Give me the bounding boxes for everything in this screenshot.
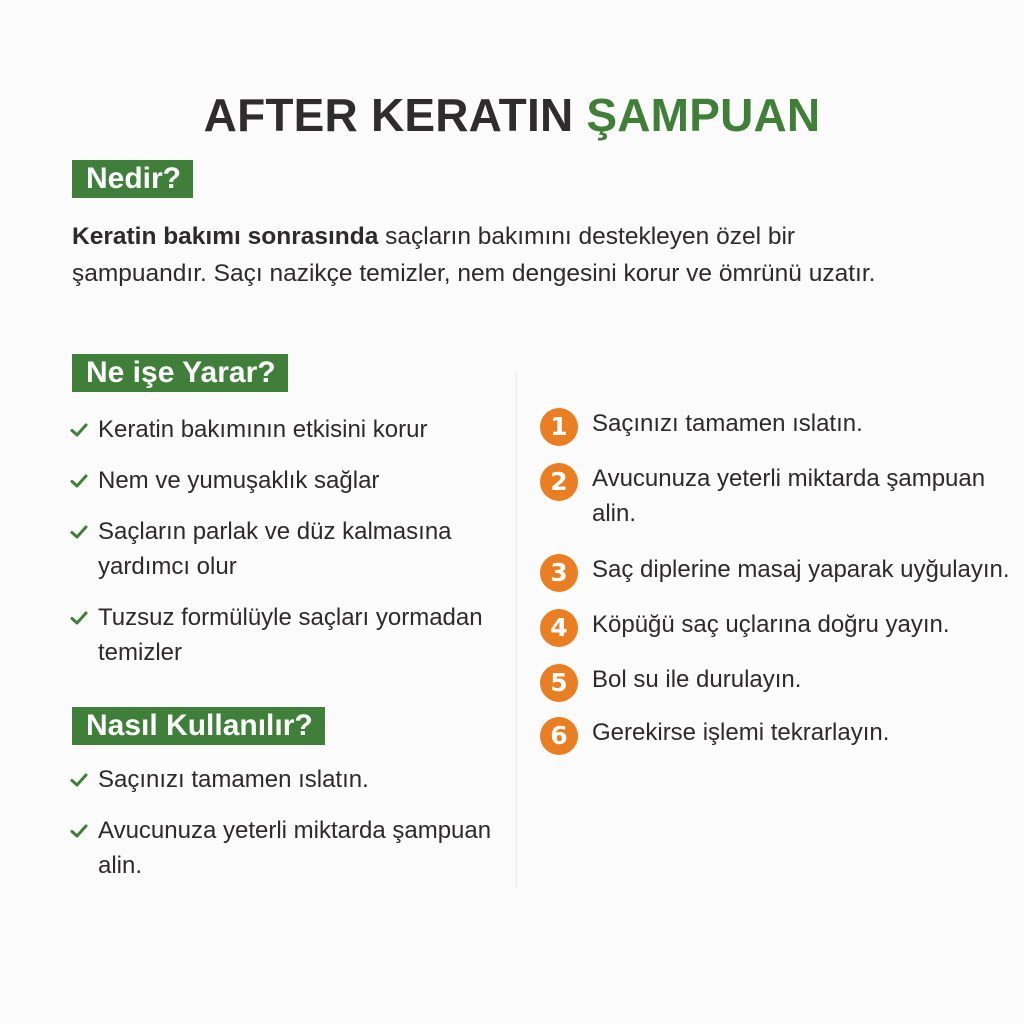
intro-paragraph xyxy=(72,218,932,292)
step-text: Saç diplerine masaj yaparak uyğulayın. xyxy=(592,556,1010,583)
list-item-text: Saçınızı tamamen ıslatın. xyxy=(98,766,369,793)
number-badge-2: 2 xyxy=(540,463,578,501)
column-divider xyxy=(516,372,517,888)
step-text: Avucunuza yeterli miktarda şampuan alin. xyxy=(592,465,986,527)
list-item-text: Avucunuza yeterli miktarda şampuan alin. xyxy=(98,817,492,879)
step-text: Köpüğü saç uçlarına doğru yayın. xyxy=(592,611,950,638)
list-item-text: Nem ve yumuşaklık sağlar xyxy=(98,467,380,494)
list-item xyxy=(68,463,508,498)
list-item xyxy=(68,514,508,584)
intro-bold-text: Keratin bakımı sonrasında xyxy=(72,223,379,250)
step-item xyxy=(540,662,1010,697)
intro-text: saçların bakımını destekleyen özel bir şampuandır. Saçı nazikçe temizler, nem dengesini korur ve ömrünü uzatır. xyxy=(72,223,876,287)
step-text: Saçınızı tamamen ıslatın. xyxy=(592,410,863,437)
check-icon xyxy=(70,609,88,627)
number-badge-3: 3 xyxy=(540,554,578,592)
check-icon xyxy=(70,472,88,490)
number-badge-1: 1 xyxy=(540,408,578,446)
steps-list xyxy=(540,406,1010,750)
check-icon xyxy=(70,421,88,439)
step-item xyxy=(540,552,1010,587)
title-accent: ŞAMPUAN xyxy=(586,88,821,141)
section-heading-nedir: Nedir? xyxy=(72,160,193,198)
step-item xyxy=(540,715,1010,750)
list-item xyxy=(68,762,508,797)
list-item xyxy=(68,813,508,883)
page-title xyxy=(0,87,1024,143)
check-icon xyxy=(70,523,88,541)
step-text: Gerekirse işlemi tekrarlayın. xyxy=(592,719,890,746)
step-item xyxy=(540,461,1010,531)
list-item-text: Tuzsuz formülüyle saçları yormadan temizler xyxy=(98,604,483,666)
title-main: AFTER KERATIN xyxy=(203,88,574,141)
list-item-text: Keratin bakımının etkisini korur xyxy=(98,416,428,443)
check-icon xyxy=(70,822,88,840)
section-heading-ne-ise-yarar: Ne işe Yarar? xyxy=(72,354,288,392)
step-item xyxy=(540,607,1010,642)
number-badge-5: 5 xyxy=(540,664,578,702)
step-text: Bol su ile durulayın. xyxy=(592,666,802,693)
list-item-text: Saçların parlak ve düz kalmasına yardımcı olur xyxy=(98,518,452,580)
usage-list xyxy=(68,762,508,899)
list-item xyxy=(68,600,508,670)
step-item xyxy=(540,406,1010,441)
benefits-list xyxy=(68,412,508,686)
number-badge-4: 4 xyxy=(540,609,578,647)
check-icon xyxy=(70,771,88,789)
list-item xyxy=(68,412,508,447)
number-badge-6: 6 xyxy=(540,717,578,755)
section-heading-nasil-kullanilir: Nasıl Kullanılır? xyxy=(72,707,325,745)
